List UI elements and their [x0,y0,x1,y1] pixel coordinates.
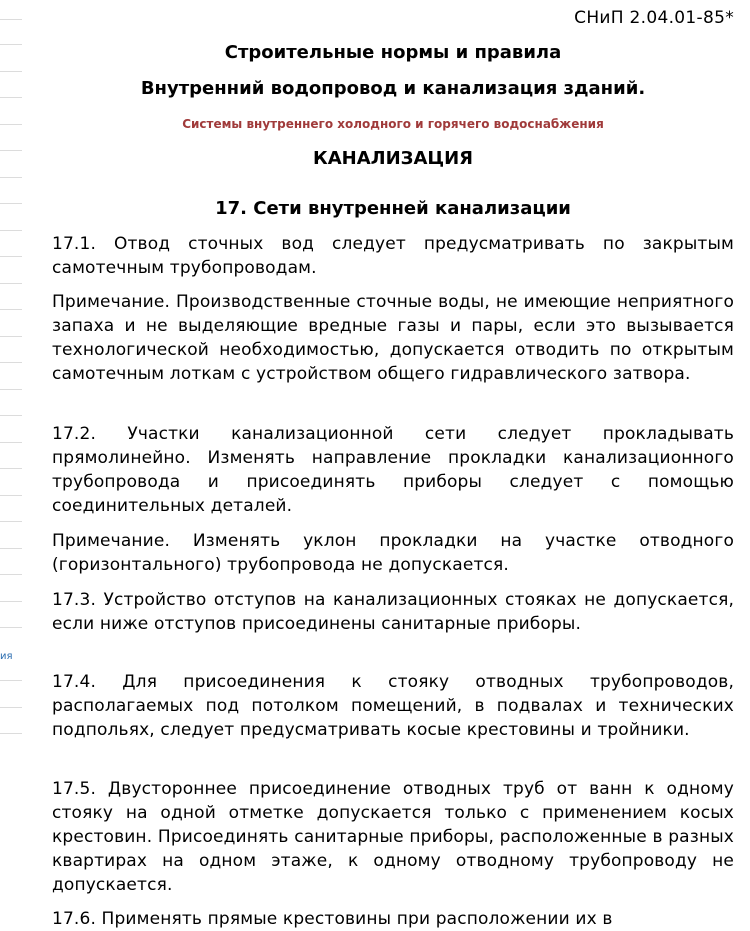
paragraph-note-2: Примечание. Изменять уклон прокладки на участке отводного (горизонтального) трубопровода не допускается. [52,531,734,575]
sidebar-divider [0,442,22,443]
article-heading: 17. Сети внутренней канализации [215,198,571,219]
paragraph-17-4: 17.4. Для присоединения к стояку отводных трубопроводов, располагаемых под потолком помещений, в подвалах и технических подпольях, следует предусматривать косые крестовины и тройники. [52,672,734,740]
section-link[interactable]: Системы внутреннего холодного и горячего водоснабжения [182,117,604,131]
sidebar-divider [0,415,22,416]
document-subtitle: Внутренний водопровод и канализация зданий. [140,78,646,99]
chapter-heading: КАНАЛИЗАЦИЯ [313,148,473,169]
sidebar-divider [0,203,22,204]
sidebar-divider [0,124,22,125]
paragraph-17-2: 17.2. Участки канализационной сети следует прокладывать прямолинейно. Изменять направление прокладки канализационного трубопровода и присоединять приборы следует с помощью соединительных деталей. [52,424,734,516]
sidebar-divider [0,71,22,72]
sidebar-divider [0,150,22,151]
sidebar-divider [0,336,22,337]
paragraph-17-6: 17.6. Применять прямые крестовины при расположении их в [52,909,613,929]
sidebar-divider [0,283,22,284]
sidebar-divider [0,309,22,310]
sidebar-divider [0,521,22,522]
sidebar-divider [0,495,22,496]
sidebar-link-fragment[interactable]: ия [0,651,13,662]
paragraph-17-3: 17.3. Устройство отступов на канализационных стояках не допускается, если ниже отступов присоединены санитарные приборы. [52,590,734,634]
sidebar-divider [0,601,22,602]
sidebar-divider [0,680,22,681]
sidebar-divider [0,389,22,390]
sidebar-divider [0,177,22,178]
sidebar-divider [0,97,22,98]
paragraph-note-1: Примечание. Производственные сточные воды, не имеющие неприятного запаха и не выделяющие вредные газы и пары, если это вызывается технологической необходимостью, допускается отводить по открытым самотечным лоткам с устройством общего гидравлического затвора. [52,292,734,384]
sidebar-divider [0,19,22,20]
sidebar-divider [0,256,22,257]
document-code: СНиП 2.04.01-85* [574,8,734,28]
document-title: Строительные нормы и правила [224,42,562,63]
sidebar-divider [0,44,22,45]
paragraph-17-5: 17.5. Двустороннее присоединение отводных труб от ванн к одному стояку на одной отметке допускается только с применением косых крестовин. Присоединять санитарные приборы, расположенные в разных квартирах на одном этаже, к одному отводному трубопроводу не допускается. [52,779,734,895]
sidebar-divider [0,548,22,549]
paragraph-17-1: 17.1. Отвод сточных вод следует предусматривать по закрытым самотечным трубопроводам. [52,234,734,278]
sidebar-divider [0,230,22,231]
sidebar-edge [0,0,22,923]
sidebar-divider [0,362,22,363]
sidebar-divider [0,468,22,469]
sidebar-divider [0,627,22,628]
sidebar-divider [0,733,22,734]
sidebar-divider [0,707,22,708]
sidebar-divider [0,574,22,575]
